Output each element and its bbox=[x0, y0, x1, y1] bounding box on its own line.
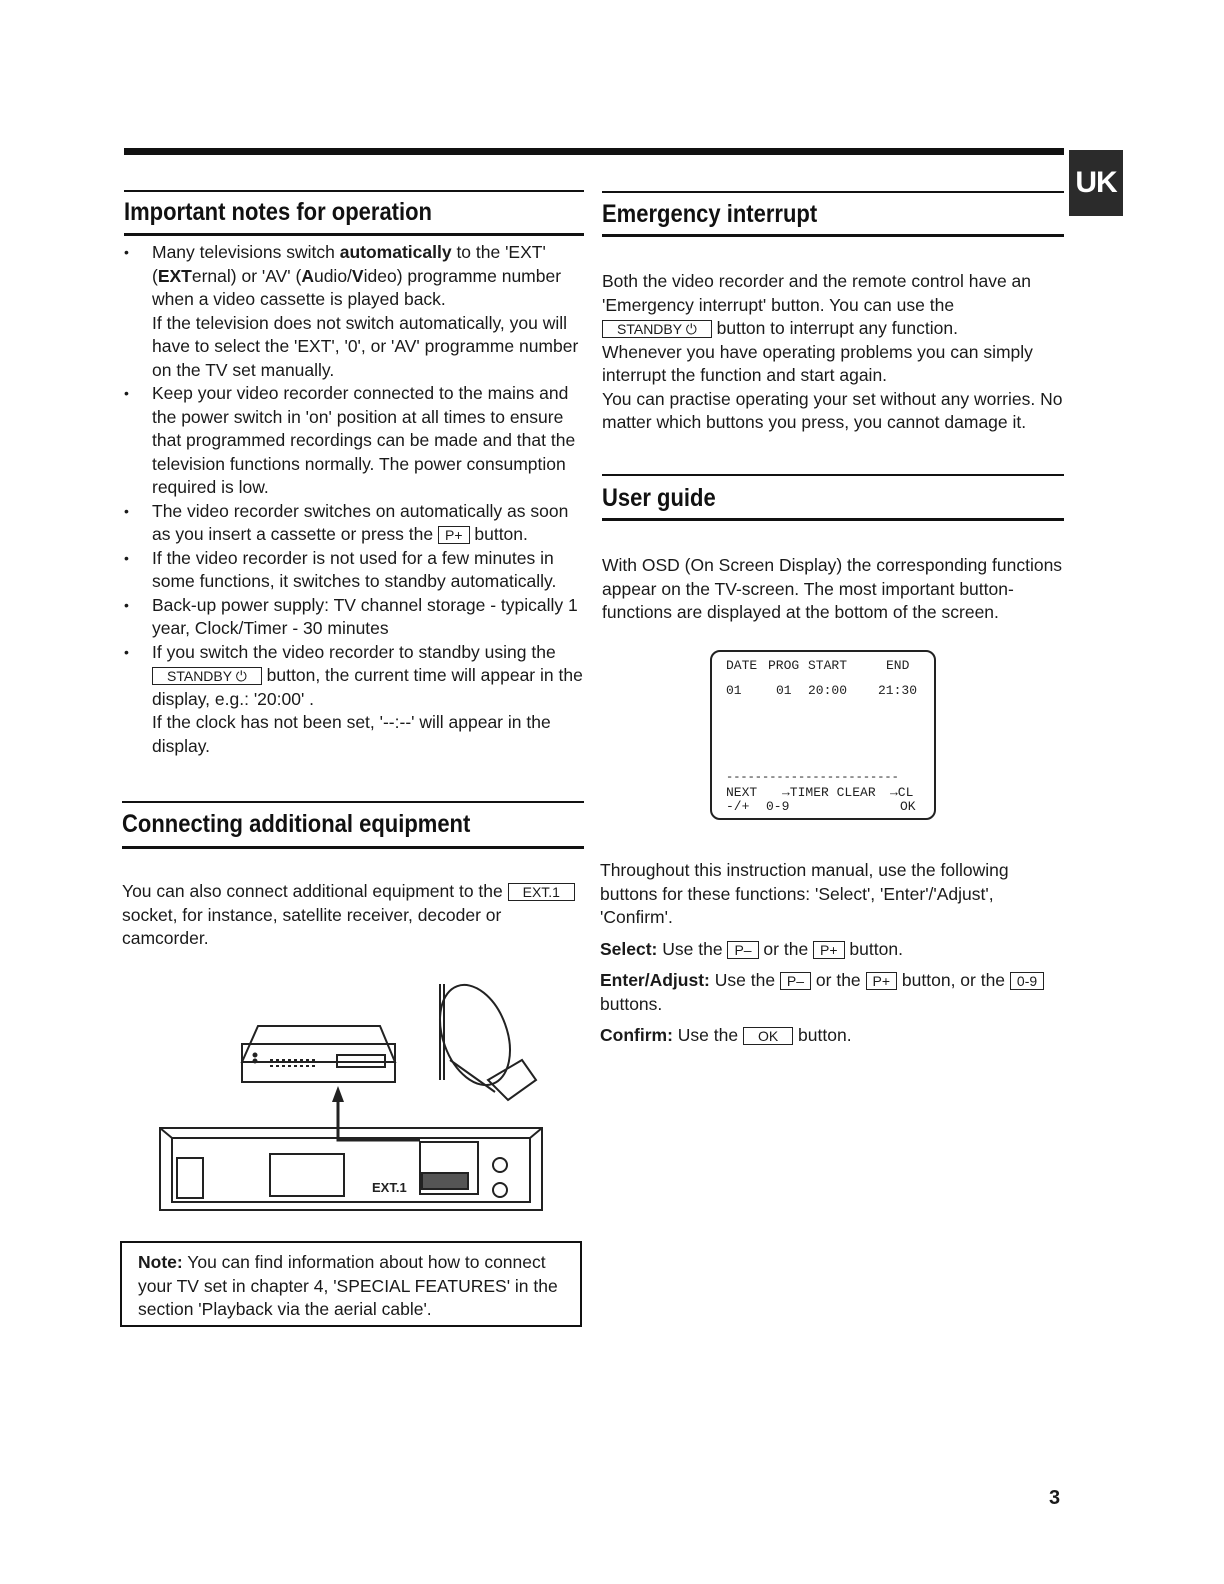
list-item: • Back-up power supply: TV channel storage - typically 1 year, Clock/Timer - 30 minutes bbox=[124, 594, 586, 641]
osd-divider: ------------------------ bbox=[726, 770, 899, 784]
section-rule bbox=[602, 518, 1064, 521]
list-item: • If the video recorder is not used for a few minutes in some functions, it switches to standby automatically. bbox=[124, 547, 586, 594]
osd-value-end: 21:30 bbox=[878, 683, 918, 698]
page-number: 3 bbox=[1049, 1487, 1061, 1509]
osd-value-date: 01 bbox=[726, 683, 742, 698]
ext1-socket-symbol: EXT.1 bbox=[508, 883, 575, 901]
digit-button-symbol: 0-9 bbox=[1010, 972, 1044, 990]
osd-footer-next: NEXT bbox=[726, 785, 758, 800]
list-item: • If you switch the video recorder to standby using the STANDBY ⏻ button, the current time will appear in the display, e.g.: '20:00' . If the clock has not been set, '--:--' will appear in the display. bbox=[124, 641, 586, 759]
osd-footer-ok: OK bbox=[900, 799, 916, 814]
osd-footer-plusminus: -/+ bbox=[726, 799, 750, 814]
connecting-text: You can also connect additional equipment to the EXT.1 socket, for instance, satellite receiver, decoder or camcorder. bbox=[122, 880, 577, 951]
list-item: • Many televisions switch automatically to the 'EXT' (EXTernal) or 'AV' (Audio/Video) programme number when a video cassette is played back. If the television does not switch automatically, you will have to select the 'EXT', '0', or 'AV' programme number on the TV set manually. bbox=[124, 241, 586, 382]
section-rule bbox=[124, 233, 584, 236]
language-tab: UK bbox=[1069, 150, 1123, 216]
section-title-emergency: Emergency interrupt bbox=[602, 200, 818, 228]
userguide-intro: With OSD (On Screen Display) the corresponding functions appear on the TV-screen. The most important button-functions are displayed at the bottom of the screen. bbox=[602, 555, 1063, 622]
p-minus-button-symbol: P– bbox=[727, 941, 758, 959]
osd-header-end: END bbox=[886, 658, 910, 673]
userguide-buttons-text: Throughout this instruction manual, use the following buttons for these functions: 'Select', 'Enter'/'Adjust', 'Confirm'. Select: Use the P– or the P+ button. Enter/Adjust: Use the P– or the P+ button, or the 0-9 buttons. Confirm: Use the OK button. bbox=[600, 859, 1066, 1048]
osd-value-start: 20:00 bbox=[808, 683, 848, 698]
p-plus-button-symbol: P+ bbox=[866, 972, 898, 990]
top-rule bbox=[124, 148, 1064, 155]
section-title-userguide: User guide bbox=[602, 484, 716, 512]
connection-illustration bbox=[150, 980, 550, 1220]
note-label: Note: bbox=[138, 1252, 183, 1272]
standby-button-symbol: STANDBY ⏻ bbox=[602, 320, 712, 338]
satellite-receiver-icon bbox=[242, 1026, 395, 1082]
emergency-text: Both the video recorder and the remote control have an 'Emergency interrupt' button. You can use the STANDBY ⏻ button to interrupt any function. Whenever you have operating problems you can simply interrupt the function and start again. You can practise operating your set without any worries. No matter which buttons you press, you cannot damage it. bbox=[602, 271, 1063, 432]
list-item: • The video recorder switches on automatically as soon as you insert a cassette or press the P+ button. bbox=[124, 500, 586, 547]
osd-header-prog: PROG bbox=[768, 658, 800, 673]
note-box: Note: You can find information about how to connect your TV set in chapter 4, 'SPECIAL FEATURES' in the section 'Playback via the aerial cable'. bbox=[120, 1241, 582, 1327]
section-rule bbox=[602, 234, 1064, 237]
satellite-dish-icon bbox=[427, 980, 536, 1100]
select-label: Select: bbox=[600, 938, 658, 959]
arrow-up-icon bbox=[332, 1086, 344, 1130]
section-rule bbox=[122, 801, 584, 803]
section-rule bbox=[122, 846, 584, 849]
osd-footer-digits: 0-9 bbox=[766, 799, 790, 814]
section-rule bbox=[124, 190, 584, 192]
section-rule bbox=[602, 474, 1064, 476]
ext1-figure-label: EXT.1 bbox=[372, 1180, 407, 1195]
confirm-label: Confirm: bbox=[600, 1025, 673, 1045]
osd-screen bbox=[710, 650, 936, 820]
section-title-important: Important notes for operation bbox=[124, 198, 432, 226]
osd-header-date: DATE bbox=[726, 658, 758, 673]
section-title-connecting: Connecting additional equipment bbox=[122, 810, 471, 838]
osd-footer-timer-clear: →TIMER CLEAR bbox=[782, 785, 876, 800]
osd-footer-cl: →CL bbox=[890, 785, 914, 800]
osd-value-prog: 01 bbox=[776, 683, 792, 698]
osd-header-start: START bbox=[808, 658, 848, 673]
section-rule bbox=[602, 191, 1064, 193]
p-plus-button-symbol: P+ bbox=[813, 941, 845, 959]
list-item: • Keep your video recorder connected to the mains and the power switch in 'on' position at all times to ensure that programmed recordings can be made and that the television functions normally. The power consumption required is low. bbox=[124, 382, 586, 500]
important-notes-list bbox=[124, 241, 586, 758]
ok-button-symbol: OK bbox=[743, 1027, 793, 1045]
p-plus-button-symbol: P+ bbox=[438, 526, 470, 544]
standby-button-symbol: STANDBY ⏻ bbox=[152, 667, 262, 685]
enter-adjust-label: Enter/Adjust: bbox=[600, 970, 710, 990]
p-minus-button-symbol: P– bbox=[780, 972, 811, 990]
